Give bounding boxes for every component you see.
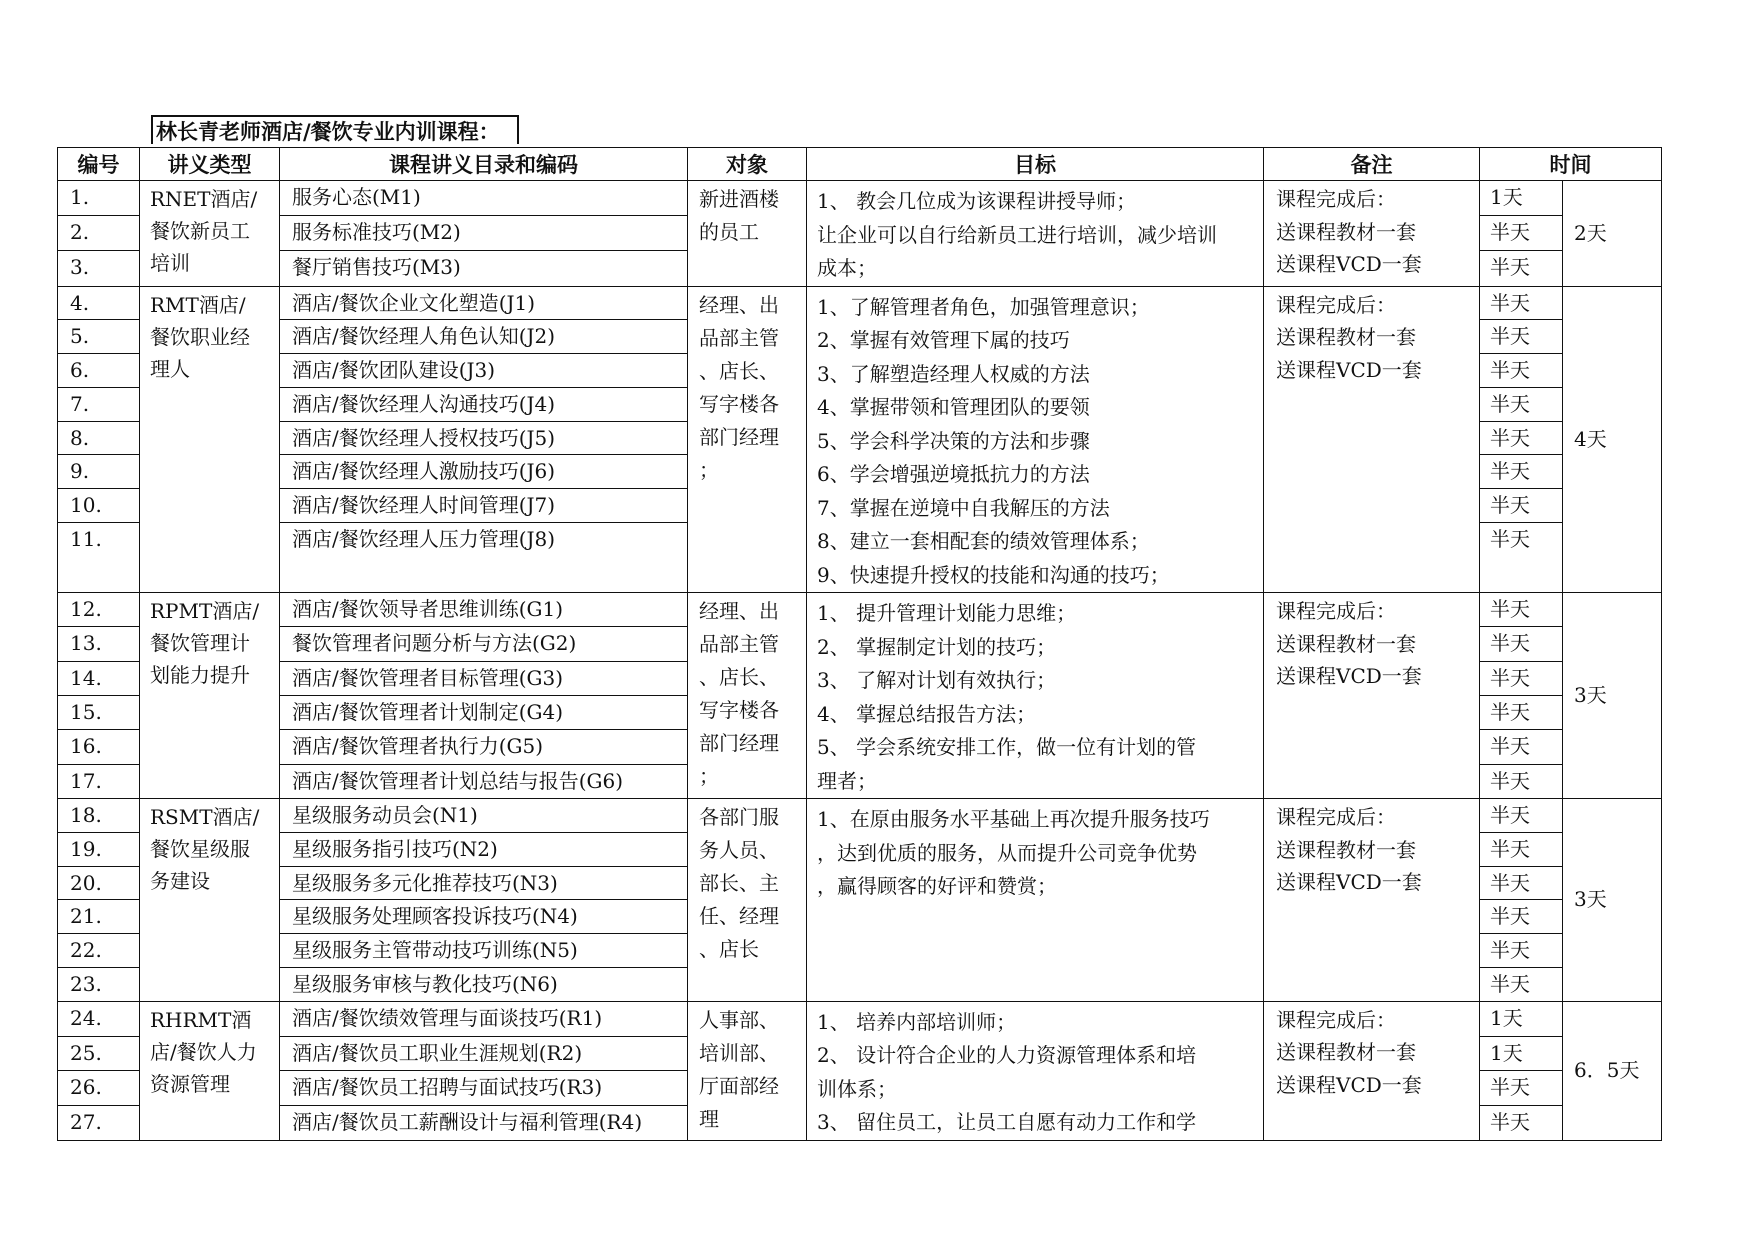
target-line: 经理、出 <box>699 292 779 317</box>
goal-line: 5、 学会系统安排工作，做一位有计划的管 <box>817 735 1197 759</box>
note-cell <box>1264 1001 1480 1140</box>
course-name: 酒店/餐饮管理者目标管理(G3) <box>280 661 688 695</box>
goal-cell <box>807 181 1264 287</box>
table-row <box>58 286 1662 320</box>
duration-cell: 半天 <box>1480 593 1563 627</box>
goal-line: 3、 了解对计划有效执行； <box>817 668 1057 692</box>
course-name: 星级服务多元化推荐技巧(N3) <box>280 866 688 900</box>
row-number: 7. <box>58 387 140 421</box>
target-line: 各部门服 <box>699 805 779 829</box>
category-line: 餐饮职业经 <box>150 324 250 349</box>
course-name: 酒店/餐饮管理者计划总结与报告(G6) <box>280 764 688 798</box>
note-line: 课程完成后： <box>1276 187 1396 211</box>
duration-cell: 半天 <box>1480 900 1563 934</box>
target-cell <box>688 1001 807 1140</box>
target-line: 理 <box>699 1106 719 1131</box>
table-row <box>58 799 1662 833</box>
category-line: RNET酒店/ <box>150 187 258 211</box>
total-duration: 6．5天 <box>1563 1001 1662 1140</box>
table-body <box>58 181 1662 1141</box>
duration-cell: 半天 <box>1480 251 1563 286</box>
row-number: 23. <box>58 967 140 1001</box>
row-number: 5. <box>58 320 140 354</box>
row-number: 8. <box>58 421 140 455</box>
category-line: 店/餐饮人力 <box>150 1039 257 1064</box>
note-line: 送课程教材一套 <box>1276 1040 1416 1065</box>
note-line: 送课程教材一套 <box>1276 325 1416 349</box>
table-row <box>58 1001 1662 1036</box>
target-line: 写字楼各 <box>699 698 779 722</box>
target-line: 部门经理 <box>699 731 779 755</box>
goal-line: 1、 教会几位成为该课程讲授导师； <box>817 189 1137 213</box>
header-target: 对象 <box>688 148 807 181</box>
header-category: 讲义类型 <box>140 148 280 181</box>
goal-cell <box>807 593 1264 799</box>
target-line: 、店长 <box>699 937 759 961</box>
row-number: 12. <box>58 593 140 627</box>
category-line: RHRMT酒 <box>150 1007 252 1032</box>
row-number: 3. <box>58 251 140 286</box>
goal-line: 2、 掌握制定计划的技巧； <box>817 634 1057 659</box>
note-line: 课程完成后： <box>1276 292 1396 317</box>
category-line: 务建设 <box>150 869 210 893</box>
note-line: 送课程VCD一套 <box>1276 357 1422 382</box>
category-line: 划能力提升 <box>150 663 250 687</box>
row-number: 11. <box>58 523 140 593</box>
goal-line: 8、建立一套相配套的绩效管理体系； <box>817 529 1150 553</box>
duration-cell: 半天 <box>1480 354 1563 388</box>
header-note: 备注 <box>1264 148 1480 181</box>
duration-cell: 半天 <box>1480 832 1563 866</box>
course-name: 星级服务审核与教化技巧(N6) <box>280 967 688 1001</box>
course-name: 餐饮管理者问题分析与方法(G2) <box>280 627 688 661</box>
header-row <box>58 148 1662 181</box>
total-duration: 3天 <box>1563 799 1662 1002</box>
course-name: 星级服务主管带动技巧训练(N5) <box>280 934 688 968</box>
category-line: RPMT酒店/ <box>150 599 260 623</box>
goal-cell <box>807 286 1264 593</box>
table-row <box>58 593 1662 627</box>
course-name: 酒店/餐饮经理人时间管理(J7) <box>280 489 688 523</box>
course-name: 酒店/餐饮员工招聘与面试技巧(R3) <box>280 1071 688 1106</box>
goal-line: 1、在原由服务水平基础上再次提升服务技巧 <box>817 807 1210 831</box>
duration-cell: 半天 <box>1480 286 1563 320</box>
target-line: 部门经理 <box>699 424 779 449</box>
row-number: 20. <box>58 866 140 900</box>
category-cell <box>140 1001 280 1140</box>
note-cell <box>1264 799 1480 1002</box>
target-line: 人事部、 <box>699 1007 779 1032</box>
target-cell <box>688 799 807 1002</box>
note-cell <box>1264 593 1480 799</box>
total-duration: 4天 <box>1563 286 1662 593</box>
duration-cell: 半天 <box>1480 934 1563 968</box>
target-line: ； <box>699 764 719 788</box>
course-name: 酒店/餐饮企业文化塑造(J1) <box>280 286 688 320</box>
note-line: 课程完成后： <box>1276 805 1396 829</box>
row-number: 18. <box>58 799 140 833</box>
row-number: 14. <box>58 661 140 695</box>
goal-line: 3、了解塑造经理人权威的方法 <box>817 361 1090 386</box>
course-name: 酒店/餐饮团队建设(J3) <box>280 354 688 388</box>
target-line: 品部主管 <box>699 632 779 656</box>
document-title: 林长青老师酒店/餐饮专业内训课程： <box>151 115 519 144</box>
course-table <box>57 147 1662 1141</box>
row-number: 9. <box>58 455 140 489</box>
note-line: 送课程教材一套 <box>1276 219 1416 244</box>
goal-line: 6、学会增强逆境抵抗力的方法 <box>817 462 1090 486</box>
goal-line: 2、 设计符合企业的人力资源管理体系和培 <box>817 1043 1197 1068</box>
row-number: 4. <box>58 286 140 320</box>
target-line: ； <box>699 457 719 482</box>
target-line: 、店长、 <box>699 358 779 383</box>
category-line: 餐饮管理计 <box>150 631 250 655</box>
target-line: 任、经理 <box>699 904 779 928</box>
duration-cell: 半天 <box>1480 1106 1563 1141</box>
course-name: 酒店/餐饮绩效管理与面谈技巧(R1) <box>280 1001 688 1036</box>
goal-line: 理者； <box>817 768 877 793</box>
target-line: 部长、主 <box>699 871 779 895</box>
note-line: 送课程VCD一套 <box>1276 870 1422 894</box>
target-line: 新进酒楼 <box>699 187 779 211</box>
note-cell <box>1264 286 1480 593</box>
goal-line: 4、 掌握总结报告方法； <box>817 701 1037 726</box>
category-cell <box>140 593 280 799</box>
category-line: 资源管理 <box>150 1071 230 1096</box>
category-line: 餐饮新员工 <box>150 219 250 243</box>
row-number: 25. <box>58 1036 140 1071</box>
goal-line: 3、 留住员工，让员工自愿有动力工作和学 <box>817 1110 1197 1135</box>
goal-line: 5、学会科学决策的方法和步骤 <box>817 428 1090 453</box>
course-name: 服务心态(M1) <box>280 181 688 216</box>
duration-cell: 半天 <box>1480 455 1563 489</box>
category-line: RMT酒店/ <box>150 292 246 317</box>
category-line: 培训 <box>150 251 190 275</box>
goal-line: 9、快速提升授权的技能和沟通的技巧； <box>817 562 1170 587</box>
goal-line: 4、掌握带领和管理团队的要领 <box>817 395 1090 419</box>
row-number: 22. <box>58 934 140 968</box>
target-cell <box>688 593 807 799</box>
table-row <box>58 181 1662 216</box>
course-name: 酒店/餐饮经理人角色认知(J2) <box>280 320 688 354</box>
duration-cell: 半天 <box>1480 764 1563 798</box>
goal-line: 让企业可以自行给新员工进行培训，减少培训 <box>817 222 1217 247</box>
duration-cell: 1天 <box>1480 1036 1563 1071</box>
goal-line: 7、掌握在逆境中自我解压的方法 <box>817 495 1110 520</box>
duration-cell: 半天 <box>1480 489 1563 523</box>
goal-line: 1、 提升管理计划能力思维； <box>817 601 1077 625</box>
total-duration: 2天 <box>1563 181 1662 287</box>
row-number: 1. <box>58 181 140 216</box>
course-name: 酒店/餐饮员工职业生涯规划(R2) <box>280 1036 688 1071</box>
duration-cell: 半天 <box>1480 730 1563 764</box>
category-cell <box>140 799 280 1002</box>
goal-line: 1、 培养内部培训师； <box>817 1009 1017 1034</box>
category-cell <box>140 286 280 593</box>
duration-cell: 半天 <box>1480 695 1563 729</box>
row-number: 6. <box>58 354 140 388</box>
row-number: 15. <box>58 695 140 729</box>
course-name: 酒店/餐饮员工薪酬设计与福利管理(R4) <box>280 1106 688 1141</box>
course-name: 酒店/餐饮经理人沟通技巧(J4) <box>280 387 688 421</box>
duration-cell: 1天 <box>1480 181 1563 216</box>
target-cell <box>688 286 807 593</box>
row-number: 27. <box>58 1106 140 1141</box>
goal-line: 1、了解管理者角色，加强管理意识； <box>817 294 1150 319</box>
total-duration: 3天 <box>1563 593 1662 799</box>
duration-cell: 半天 <box>1480 799 1563 833</box>
target-line: 品部主管 <box>699 325 779 350</box>
course-name: 酒店/餐饮管理者执行力(G5) <box>280 730 688 764</box>
goal-line: ，达到优质的服务，从而提升公司竞争优势 <box>817 840 1197 865</box>
goal-line: 成本； <box>817 256 877 280</box>
row-number: 2. <box>58 216 140 251</box>
goal-line: ，赢得顾客的好评和赞赏； <box>817 874 1057 898</box>
duration-cell: 半天 <box>1480 421 1563 455</box>
category-cell <box>140 181 280 287</box>
course-name: 酒店/餐饮管理者计划制定(G4) <box>280 695 688 729</box>
duration-cell: 半天 <box>1480 627 1563 661</box>
row-number: 21. <box>58 900 140 934</box>
duration-cell: 1天 <box>1480 1001 1563 1036</box>
duration-cell: 半天 <box>1480 967 1563 1001</box>
target-line: 、店长、 <box>699 665 779 689</box>
row-number: 17. <box>58 764 140 798</box>
category-line: 理人 <box>150 356 190 381</box>
note-line: 课程完成后： <box>1276 599 1396 623</box>
header-time: 时间 <box>1480 148 1662 181</box>
row-number: 19. <box>58 832 140 866</box>
note-line: 送课程VCD一套 <box>1276 664 1422 688</box>
row-number: 26. <box>58 1071 140 1106</box>
duration-cell: 半天 <box>1480 320 1563 354</box>
goal-cell <box>807 799 1264 1002</box>
note-line: 送课程VCD一套 <box>1276 252 1422 276</box>
duration-cell: 半天 <box>1480 661 1563 695</box>
target-line: 务人员、 <box>699 838 779 862</box>
target-line: 经理、出 <box>699 599 779 623</box>
duration-cell: 半天 <box>1480 523 1563 593</box>
category-line: RSMT酒店/ <box>150 805 260 829</box>
course-name: 酒店/餐饮经理人压力管理(J8) <box>280 523 688 593</box>
course-name: 星级服务动员会(N1) <box>280 799 688 833</box>
course-name: 星级服务指引技巧(N2) <box>280 832 688 866</box>
goal-line: 2、掌握有效管理下属的技巧 <box>817 328 1070 352</box>
course-name: 酒店/餐饮领导者思维训练(G1) <box>280 593 688 627</box>
duration-cell: 半天 <box>1480 387 1563 421</box>
header-number: 编号 <box>58 148 140 181</box>
course-name: 服务标准技巧(M2) <box>280 216 688 251</box>
note-line: 送课程教材一套 <box>1276 631 1416 656</box>
goal-line: 训体系； <box>817 1076 897 1101</box>
row-number: 13. <box>58 627 140 661</box>
note-line: 送课程VCD一套 <box>1276 1072 1422 1097</box>
course-name: 星级服务处理顾客投诉技巧(N4) <box>280 900 688 934</box>
row-number: 24. <box>58 1001 140 1036</box>
target-line: 写字楼各 <box>699 391 779 416</box>
target-line: 的员工 <box>699 220 759 244</box>
duration-cell: 半天 <box>1480 1071 1563 1106</box>
note-line: 送课程教材一套 <box>1276 837 1416 862</box>
course-name: 餐厅销售技巧(M3) <box>280 251 688 286</box>
header-course: 课程讲义目录和编码 <box>280 148 688 181</box>
row-number: 16. <box>58 730 140 764</box>
row-number: 10. <box>58 489 140 523</box>
header-goal: 目标 <box>807 148 1264 181</box>
duration-cell: 半天 <box>1480 216 1563 251</box>
category-line: 餐饮星级服 <box>150 837 250 861</box>
duration-cell: 半天 <box>1480 866 1563 900</box>
target-line: 厅面部经 <box>699 1073 779 1098</box>
goal-cell <box>807 1001 1264 1140</box>
target-cell <box>688 181 807 287</box>
course-name: 酒店/餐饮经理人激励技巧(J6) <box>280 455 688 489</box>
note-cell <box>1264 181 1480 287</box>
course-name: 酒店/餐饮经理人授权技巧(J5) <box>280 421 688 455</box>
target-line: 培训部、 <box>699 1040 779 1065</box>
note-line: 课程完成后： <box>1276 1007 1396 1032</box>
